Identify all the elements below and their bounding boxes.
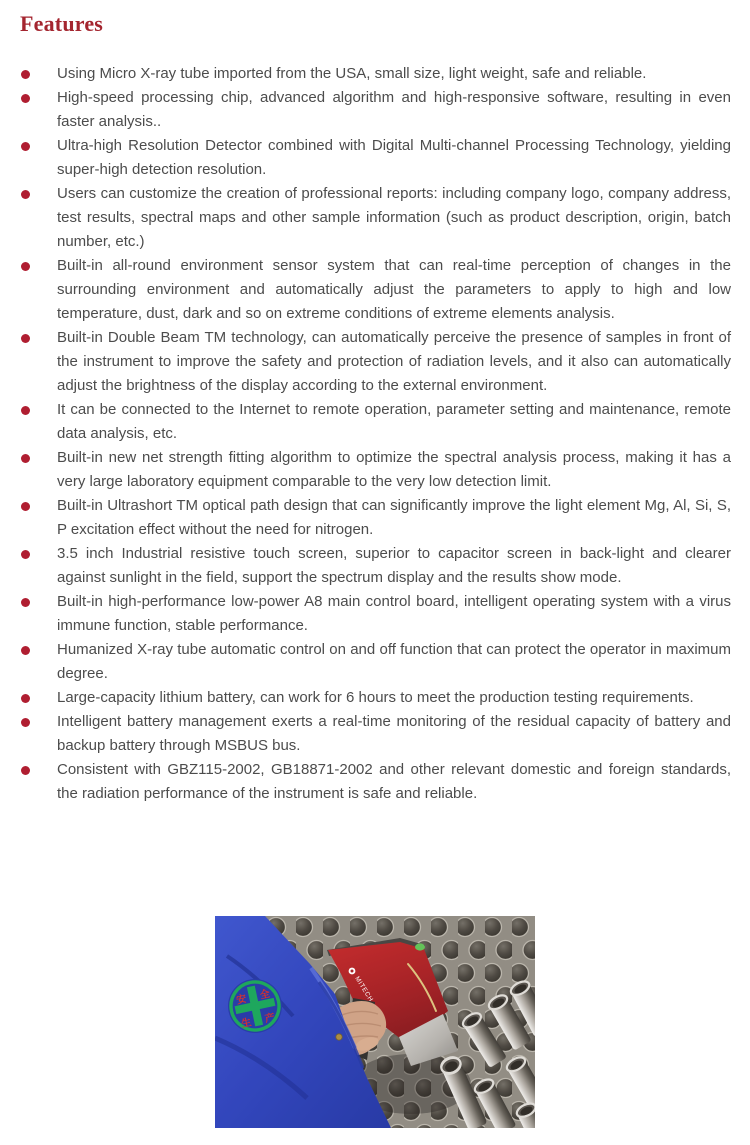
feature-item [20,590,731,638]
bullet-icon [21,598,30,607]
feature-text: Humanized X-ray tube automatic control on and off function that can protect the operator in maximum degree. [57,641,731,682]
feature-item [20,398,731,446]
page-title: Features [20,11,104,36]
feature-text: Ultra-high Resolution Detector combined with Digital Multi-channel Processing Technology, yielding super-high detection resolution. [57,137,731,178]
bullet-icon [21,262,30,271]
feature-item [20,758,731,806]
feature-text: Users can customize the creation of professional reports: including company logo, company address, test results, spectral maps and other sample information (such as product description, origin, batch number, etc.) [57,185,731,250]
bullet-icon [21,142,30,151]
bullet-icon [21,334,30,343]
bullet-icon [21,550,30,559]
feature-item [20,86,731,134]
feature-item [20,542,731,590]
feature-text: Built-in high-performance low-power A8 main control board, intelligent operating system with a virus immune function, stable performance. [57,593,731,634]
bullet-icon [21,502,30,511]
feature-text: 3.5 inch Industrial resistive touch screen, superior to capacitor screen in back-light and clearer against sunlight in the field, support the spectrum display and the results show mode. [57,545,731,586]
feature-text: Built-in new net strength fitting algorithm to optimize the spectral analysis process, making it has a very large laboratory equipment comparable to the very low detection limit. [57,449,731,490]
feature-text: Consistent with GBZ115-2002, GB18871-2002 and other relevant domestic and foreign standards, the radiation performance of the instrument is safe and reliable. [57,761,731,802]
feature-item [20,686,731,710]
feature-item [20,710,731,758]
feature-item [20,494,731,542]
feature-item [20,134,731,182]
feature-text: Large-capacity lithium battery, can work for 6 hours to meet the production testing requirements. [57,689,694,706]
feature-item [20,326,731,398]
feature-item [20,446,731,494]
product-photo [215,916,535,1128]
feature-item [20,182,731,254]
bullet-icon [21,190,30,199]
bullet-icon [21,454,30,463]
feature-item [20,638,731,686]
photo-lighting-overlay [215,916,535,1128]
feature-text: Using Micro X-ray tube imported from the USA, small size, light weight, safe and reliable. [57,65,647,82]
feature-list [20,62,731,806]
feature-text: Built-in Double Beam TM technology, can automatically perceive the presence of samples in front of the instrument to improve the safety and protection of radiation levels, and it also can automatically adjust the brightness of the display according to the external environment. [57,329,731,394]
feature-item [20,254,731,326]
bullet-icon [21,646,30,655]
feature-text: High-speed processing chip, advanced algorithm and high-responsive software, resulting in even faster analysis.. [57,89,731,130]
feature-text: Intelligent battery management exerts a real-time monitoring of the residual capacity of battery and backup battery through MSBUS bus. [57,713,731,754]
feature-text: Built-in Ultrashort TM optical path design that can significantly improve the light element Mg, Al, Si, S, P excitation effect without the need for nitrogen. [57,497,731,538]
bullet-icon [21,694,30,703]
bullet-icon [21,406,30,415]
feature-item [20,62,731,86]
bullet-icon [21,70,30,79]
bullet-icon [21,766,30,775]
bullet-icon [21,718,30,727]
feature-text: Built-in all-round environment sensor system that can real-time perception of changes in the surrounding environment and automatically adjust the parameters to apply to high and low temperature, dust, dark and so on extreme conditions of extreme elements analysis. [57,257,731,322]
feature-text: It can be connected to the Internet to remote operation, parameter setting and maintenance, remote data analysis, etc. [57,401,731,442]
bullet-icon [21,94,30,103]
